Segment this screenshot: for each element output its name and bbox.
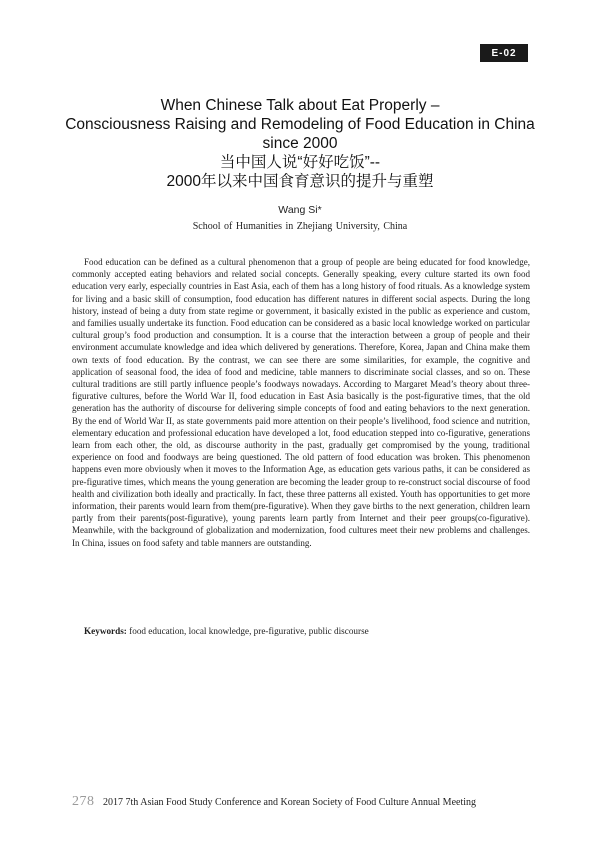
title-en-line-3: since 2000 (262, 135, 338, 152)
title-en-line-1: When Chinese Talk about Eat Properly – (160, 97, 440, 114)
paper-title (60, 96, 540, 191)
page-number: 278 (72, 794, 95, 809)
author-name: Wang Si* (278, 204, 322, 216)
author-affiliation: School of Humanities in Zhejiang University, China (192, 221, 408, 232)
footer-text: 2017 7th Asian Food Study Conference and Korean Society of Food Culture Annual Meeting (103, 797, 477, 808)
abstract-body: Food education can be defined as a cultural phenomenon that a group of people are being educated for food knowledge, commonly accepted eating behaviors and related social concepts. Generally speaking, every culture started its own food education very early, especially countries in East Asia, each of them has a long history of food rituals. As a knowledge system for living and a basic skill of consumption, food education has different natures in different social aspects. During the long history, instead of being a duty from state regime or government, it basically existed in the public as experience and custom, and families usually undertake its function. Food education can be considered as a basic local knowledge worked on particular cultural group’s food production and consumption. It is a course that the interaction between a group of people and their environment accumulate knowledge and idea which delivered by generations. Therefore, Korea, Japan and China make them own texts of food education. By the contrast, we can see there are some similarities, for example, the cognitive and application of seasonal food, the idea of food and medicine, table manners to discriminate social classes, and so on. These cultural traditions are still partly influence people’s foodways nowadays. According to Margaret Mead’s theory about three-figurative cultures, before the World War II, food education in East Asia basically is the post-figurative times, that the old generation has the authority of discourse for delivering simple concepts of food and eating behaviors to the next generation. By the end of World War II, as state governments paid more attention on their people’s livelihood, food science and nutrition, elementary education and professional education have developed a lot, food education stepped into co-figurative, generations learn from each other, the old, as discourse authority in the past, gradually get compromised by the young, traditional experience on food and foodways are being questioned. The old pattern of food education was broken. This phenomenon happens even more obviously when it moves to the Information Age, as education gets various paths, it can be considered as pre-figurative times, which means the young generation are becoming the leader group to re-construct social discourse of food health and civilization both ideally and practically. In fact, these three patterns all existed. Youth has opportunities to get more information, their parents would learn from them(pre-figurative). When they gave births to the next generation, children learn partly from their parents(post-figurative), young parents learn partly from Internet and their peer groups(co-figurative). Meanwhile, with the background of globalization and modernization, food cultures meet their new problems and challenges. In China, issues on food safety and table manners are outstanding. (72, 257, 530, 548)
title-zh-line-1: 当中国人说“好好吃饭”-- (219, 154, 381, 171)
title-en-line-2: Consciousness Raising and Remodeling of Food Education in China (65, 116, 535, 133)
keywords-text: food education, local knowledge, pre-figurative, public discourse (129, 626, 369, 636)
page-footer (72, 794, 532, 810)
keywords-label: Keywords: (84, 626, 127, 636)
keywords-line (84, 626, 524, 636)
session-badge: E-02 (480, 44, 528, 62)
title-zh-line-2: 2000年以来中国食育意识的提升与重塑 (166, 173, 434, 190)
